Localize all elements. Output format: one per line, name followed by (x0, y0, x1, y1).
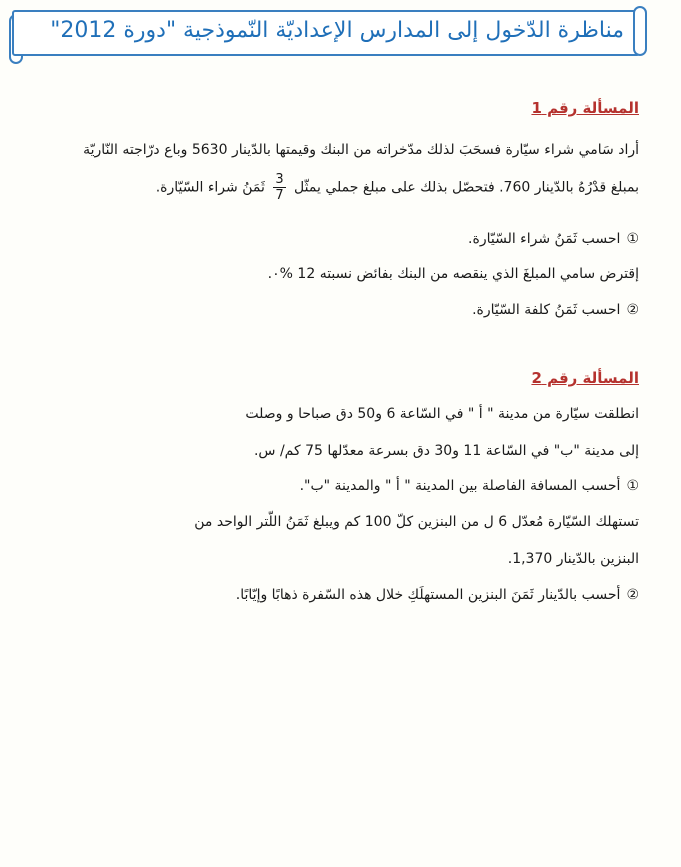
problem-2-line-1: انطلقت سيّارة من مدينة " أ " في السّاعة 6 و50 دق صباحا و وصلت (245, 406, 639, 422)
problem-1-heading: المسألة رقم 1 (531, 99, 639, 117)
question-2-marker: ② (626, 302, 639, 318)
question-1-marker: ① (626, 231, 639, 247)
question-2-marker: ② (626, 587, 639, 603)
problem-1-line-2-end: ثَمَنُ شراء السّيّارة. (155, 179, 265, 196)
fraction-three-sevenths (273, 172, 285, 203)
problem-2-line-2: إلى مدينة "ب" في السّاعة 11 و30 دق بسرعة معدّلها 75 كم/ س. (253, 443, 639, 459)
problem-2-heading: المسألة رقم 2 (531, 369, 639, 387)
problem-2-line-3: تستهلك السّيّارة مُعدّل 6 ل من البنزين كلّ 100 كم ويبلغ ثَمَنُ اللّتر الواحد من (194, 514, 639, 530)
fraction-denominator: 7 (275, 188, 284, 203)
problem-2-question-1 (300, 476, 639, 496)
banner-frame (12, 10, 640, 56)
question-1-marker: ① (626, 478, 639, 494)
problem-1-line-1: أراد سَامي شراء سيّارة فسحَبَ لذلك مدّخراته من البنك وقيمتها بالدّينار 5630 وباع درّاجته النّاريّة (83, 142, 639, 158)
page-title: مناظرة الدّخول إلى المدارس الإعداديّة النّموذجية "دورة 2012" (50, 18, 624, 43)
banner-scroll-right-roll (633, 6, 647, 56)
problem-1-loan-text: إقترض سامي المبلغَ الذي ينقصه من البنك بفائض نسبته 12 %٠. (267, 266, 639, 282)
question-1-text: أحسب المسافة الفاصلة بين المدينة " أ " والمدينة "ب". (299, 478, 621, 494)
fraction-numerator: 3 (275, 172, 284, 187)
problem-2-question-2 (236, 585, 639, 605)
question-2-text: احسب ثَمَنُ كلفة السّيّارة. (472, 302, 621, 318)
problem-2-line-4: البنزين بالدّينار 1,370. (507, 551, 639, 567)
problem-1-line-2-start: بمبلغ قدْرُهُ بالدّينار 760. فتحصّل بذلك على مبلغ جملي يمثّل (294, 179, 639, 196)
problem-1-question-2 (472, 300, 639, 320)
question-1-text: احسب ثَمَنُ شراء السّيّارة. (468, 231, 621, 247)
question-2-text: أحسب بالدّينار ثَمَنَ البنزين المستهلَكِ خلال هذه السّفرة ذهابًا وإيّابًا. (235, 587, 621, 603)
problem-1-question-1 (468, 229, 639, 249)
problem-1-line-2 (156, 172, 639, 203)
